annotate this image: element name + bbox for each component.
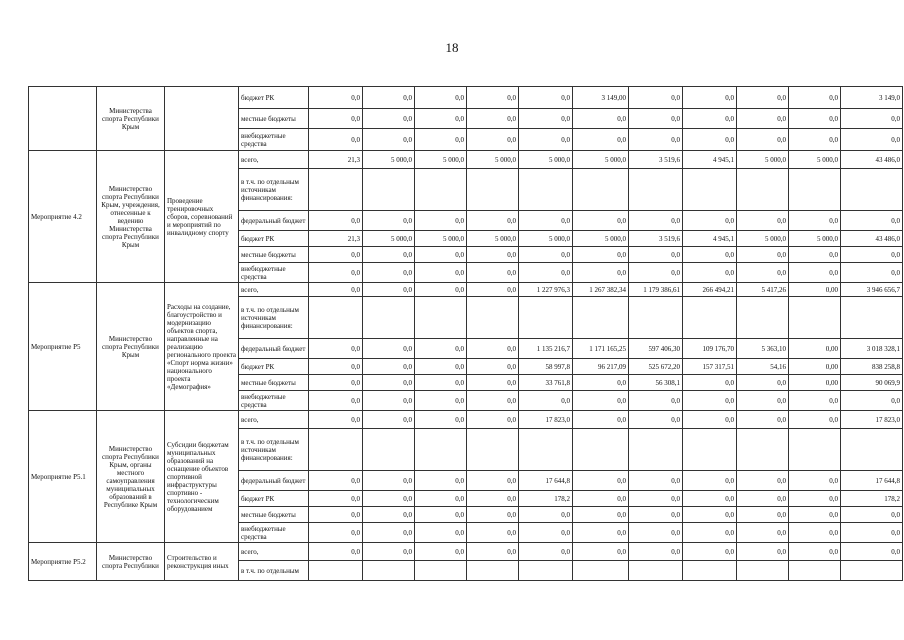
amount-cell: 0,0 (573, 507, 629, 523)
funding-source-cell: федеральный бюджет (239, 339, 309, 359)
amount-cell: 0,0 (683, 263, 737, 283)
amount-cell: 838 258,8 (841, 359, 903, 375)
funding-source-cell: в т.ч. по отдельным (239, 561, 309, 581)
amount-cell (415, 169, 467, 211)
amount-cell: 0,0 (415, 283, 467, 297)
page-number: 18 (445, 40, 459, 55)
funding-source-cell: в т.ч. по отдельным источникам финансирования: (239, 297, 309, 339)
funding-source-cell: всего, (239, 283, 309, 297)
amount-cell (467, 561, 519, 581)
amount-cell: 1 135 216,7 (519, 339, 573, 359)
amount-cell (415, 561, 467, 581)
amount-cell (629, 561, 683, 581)
amount-cell: 0,0 (309, 283, 363, 297)
executor-cell: Министерство спорта Республики Крым, органы местного самоуправления муниципальных образований в Республике Крым (97, 411, 165, 543)
goal-cell: Проведение тренировочных сборов, соревнований и мероприятий по инвалидному спорту (165, 151, 239, 283)
funding-source-cell: бюджет РК (239, 359, 309, 375)
amount-cell: 3 519,6 (629, 231, 683, 247)
amount-cell: 0,0 (467, 109, 519, 129)
amount-cell: 5 000,0 (789, 151, 841, 169)
amount-cell: 0,0 (737, 247, 789, 263)
amount-cell: 0,0 (629, 543, 683, 561)
amount-cell: 0,0 (309, 411, 363, 429)
amount-cell: 0,0 (629, 211, 683, 231)
activity-cell: Мероприятие Р5 (29, 283, 97, 411)
amount-cell: 0,0 (683, 471, 737, 491)
amount-cell (573, 429, 629, 471)
amount-cell: 17 823,0 (519, 411, 573, 429)
activity-cell: Мероприятие Р5.2 (29, 543, 97, 581)
amount-cell: 0,0 (629, 491, 683, 507)
amount-cell: 0,0 (573, 391, 629, 411)
amount-cell: 0,0 (629, 471, 683, 491)
amount-cell (683, 169, 737, 211)
amount-cell (415, 297, 467, 339)
amount-cell (363, 297, 415, 339)
amount-cell: 0,0 (789, 491, 841, 507)
funding-source-cell: всего, (239, 411, 309, 429)
amount-cell: 0,0 (415, 359, 467, 375)
amount-cell: 525 672,20 (629, 359, 683, 375)
amount-cell (841, 169, 903, 211)
amount-cell: 0,0 (363, 471, 415, 491)
amount-cell: 0,0 (309, 471, 363, 491)
amount-cell: 0,0 (789, 109, 841, 129)
amount-cell: 0,0 (841, 263, 903, 283)
funding-source-cell: федеральный бюджет (239, 471, 309, 491)
amount-cell: 0,0 (573, 263, 629, 283)
amount-cell: 0,0 (841, 391, 903, 411)
amount-cell: 0,0 (519, 109, 573, 129)
amount-cell: 0,0 (737, 543, 789, 561)
funding-source-cell: внебюджетные средства (239, 263, 309, 283)
funding-source-cell: всего, (239, 543, 309, 561)
amount-cell (309, 561, 363, 581)
amount-cell: 5 000,0 (573, 151, 629, 169)
funding-source-cell: федеральный бюджет (239, 211, 309, 231)
amount-cell: 0,0 (363, 283, 415, 297)
amount-cell (683, 561, 737, 581)
amount-cell (629, 169, 683, 211)
amount-cell: 0,0 (737, 471, 789, 491)
amount-cell: 0,0 (737, 391, 789, 411)
amount-cell: 5 000,0 (415, 231, 467, 247)
amount-cell: 17 644,8 (841, 471, 903, 491)
funding-source-cell: внебюджетные средства (239, 391, 309, 411)
amount-cell: 0,0 (309, 339, 363, 359)
goal-cell: Строительство и реконструкция иных (165, 543, 239, 581)
amount-cell: 0,0 (737, 263, 789, 283)
amount-cell (841, 429, 903, 471)
amount-cell: 0,0 (737, 129, 789, 151)
amount-cell: 5 000,0 (519, 231, 573, 247)
amount-cell: 4 945,1 (683, 151, 737, 169)
amount-cell: 5 000,0 (467, 151, 519, 169)
amount-cell: 5 000,0 (363, 231, 415, 247)
amount-cell: 0,0 (683, 543, 737, 561)
budget-table (28, 86, 903, 581)
amount-cell: 0,0 (519, 391, 573, 411)
amount-cell: 5 000,0 (363, 151, 415, 169)
funding-source-cell: бюджет РК (239, 87, 309, 109)
amount-cell: 21,3 (309, 231, 363, 247)
table-row (29, 87, 903, 109)
amount-cell: 17 644,8 (519, 471, 573, 491)
amount-cell: 0,0 (467, 471, 519, 491)
amount-cell: 1 179 386,61 (629, 283, 683, 297)
amount-cell: 0,0 (363, 543, 415, 561)
funding-source-cell: бюджет РК (239, 491, 309, 507)
amount-cell: 0,0 (309, 247, 363, 263)
amount-cell: 56 308,1 (629, 375, 683, 391)
activity-cell (29, 87, 97, 151)
amount-cell: 0,0 (841, 129, 903, 151)
amount-cell: 0,0 (415, 391, 467, 411)
amount-cell: 0,0 (415, 247, 467, 263)
amount-cell: 0,0 (467, 247, 519, 263)
amount-cell (789, 429, 841, 471)
table-row (29, 283, 903, 297)
amount-cell: 0,0 (467, 263, 519, 283)
amount-cell: 0,0 (415, 109, 467, 129)
amount-cell: 0,0 (415, 129, 467, 151)
amount-cell: 0,0 (363, 491, 415, 507)
amount-cell: 17 823,0 (841, 411, 903, 429)
amount-cell: 0,0 (363, 411, 415, 429)
amount-cell (629, 429, 683, 471)
amount-cell (519, 429, 573, 471)
amount-cell: 0,00 (789, 359, 841, 375)
executor-cell: Министерство спорта Республики Крым (97, 283, 165, 411)
amount-cell: 0,0 (789, 263, 841, 283)
amount-cell: 0,0 (519, 523, 573, 543)
amount-cell: 0,0 (415, 491, 467, 507)
amount-cell: 0,0 (519, 87, 573, 109)
amount-cell (309, 169, 363, 211)
amount-cell (629, 297, 683, 339)
amount-cell (789, 169, 841, 211)
amount-cell: 0,0 (363, 87, 415, 109)
amount-cell: 5 000,0 (737, 231, 789, 247)
amount-cell (737, 297, 789, 339)
amount-cell: 0,0 (683, 87, 737, 109)
amount-cell: 0,0 (789, 523, 841, 543)
goal-cell (165, 87, 239, 151)
amount-cell (573, 561, 629, 581)
amount-cell: 0,0 (309, 211, 363, 231)
funding-source-cell: местные бюджеты (239, 375, 309, 391)
amount-cell (363, 429, 415, 471)
amount-cell (363, 561, 415, 581)
goal-cell: Расходы на создание, благоустройство и модернизацию объектов спорта, направленные на реализацию регионального проекта «Спорт норма жизни» национального проекта «Демография» (165, 283, 239, 411)
amount-cell (363, 169, 415, 211)
funding-source-cell: всего, (239, 151, 309, 169)
amount-cell: 0,0 (519, 211, 573, 231)
amount-cell: 0,0 (309, 359, 363, 375)
amount-cell: 0,0 (629, 411, 683, 429)
amount-cell: 0,0 (573, 471, 629, 491)
amount-cell: 0,0 (789, 87, 841, 109)
amount-cell: 0,0 (309, 109, 363, 129)
amount-cell: 0,0 (363, 109, 415, 129)
amount-cell: 109 176,70 (683, 339, 737, 359)
amount-cell: 0,0 (789, 471, 841, 491)
amount-cell: 0,0 (841, 109, 903, 129)
amount-cell: 5 000,0 (467, 231, 519, 247)
amount-cell: 54,16 (737, 359, 789, 375)
amount-cell: 4 945,1 (683, 231, 737, 247)
amount-cell: 0,0 (683, 211, 737, 231)
amount-cell: 1 267 382,34 (573, 283, 629, 297)
executor-cell: Министерство спорта Республики (97, 543, 165, 581)
amount-cell: 0,0 (309, 507, 363, 523)
funding-source-cell: внебюджетные средства (239, 129, 309, 151)
amount-cell (683, 297, 737, 339)
amount-cell: 0,00 (789, 375, 841, 391)
amount-cell: 33 761,8 (519, 375, 573, 391)
amount-cell: 0,0 (415, 507, 467, 523)
amount-cell: 0,0 (629, 129, 683, 151)
amount-cell: 0,0 (629, 87, 683, 109)
amount-cell: 0,0 (683, 375, 737, 391)
amount-cell: 0,0 (573, 109, 629, 129)
amount-cell: 43 486,0 (841, 151, 903, 169)
amount-cell: 5 000,0 (519, 151, 573, 169)
amount-cell: 0,0 (841, 507, 903, 523)
amount-cell: 0,0 (363, 211, 415, 231)
amount-cell: 0,0 (789, 129, 841, 151)
amount-cell (519, 169, 573, 211)
amount-cell: 0,0 (363, 523, 415, 543)
amount-cell: 0,0 (519, 507, 573, 523)
amount-cell (573, 297, 629, 339)
amount-cell: 0,0 (629, 507, 683, 523)
amount-cell: 0,0 (573, 543, 629, 561)
table-row (29, 543, 903, 561)
amount-cell: 0,0 (683, 109, 737, 129)
funding-source-cell: в т.ч. по отдельным источникам финансирования: (239, 169, 309, 211)
amount-cell: 0,0 (789, 507, 841, 523)
amount-cell (789, 297, 841, 339)
amount-cell (573, 169, 629, 211)
amount-cell (683, 429, 737, 471)
amount-cell: 0,0 (467, 129, 519, 151)
amount-cell: 0,0 (519, 129, 573, 151)
amount-cell: 0,0 (683, 411, 737, 429)
amount-cell: 90 069,9 (841, 375, 903, 391)
amount-cell: 0,0 (573, 491, 629, 507)
amount-cell: 0,0 (683, 391, 737, 411)
amount-cell: 43 486,0 (841, 231, 903, 247)
amount-cell: 0,0 (415, 523, 467, 543)
amount-cell: 0,0 (519, 543, 573, 561)
amount-cell: 0,0 (573, 523, 629, 543)
amount-cell: 0,0 (573, 129, 629, 151)
amount-cell: 0,00 (789, 339, 841, 359)
activity-cell: Мероприятие 4.2 (29, 151, 97, 283)
amount-cell: 0,0 (789, 391, 841, 411)
amount-cell: 0,0 (363, 247, 415, 263)
amount-cell: 0,0 (737, 411, 789, 429)
amount-cell: 0,0 (467, 491, 519, 507)
amount-cell: 5 000,0 (415, 151, 467, 169)
activity-cell: Мероприятие Р5.1 (29, 411, 97, 543)
amount-cell: 3 149,0 (841, 87, 903, 109)
amount-cell (519, 561, 573, 581)
amount-cell (415, 429, 467, 471)
amount-cell: 0,0 (363, 391, 415, 411)
amount-cell: 0,0 (519, 247, 573, 263)
amount-cell: 0,0 (309, 491, 363, 507)
amount-cell: 5 000,0 (573, 231, 629, 247)
amount-cell: 0,0 (737, 507, 789, 523)
amount-cell: 5 000,0 (789, 231, 841, 247)
amount-cell: 0,0 (415, 263, 467, 283)
amount-cell: 0,0 (415, 211, 467, 231)
amount-cell: 0,0 (789, 247, 841, 263)
amount-cell (789, 561, 841, 581)
table-row (29, 151, 903, 169)
amount-cell: 0,0 (467, 543, 519, 561)
amount-cell: 0,0 (737, 87, 789, 109)
amount-cell: 0,0 (467, 375, 519, 391)
amount-cell: 0,0 (629, 391, 683, 411)
amount-cell: 0,0 (737, 211, 789, 231)
amount-cell: 58 997,8 (519, 359, 573, 375)
amount-cell: 0,0 (841, 523, 903, 543)
amount-cell: 157 317,51 (683, 359, 737, 375)
amount-cell (519, 297, 573, 339)
amount-cell: 0,0 (467, 523, 519, 543)
amount-cell (841, 561, 903, 581)
funding-source-cell: в т.ч. по отдельным источникам финансирования: (239, 429, 309, 471)
funding-source-cell: бюджет РК (239, 231, 309, 247)
amount-cell: 0,0 (309, 129, 363, 151)
amount-cell: 597 406,30 (629, 339, 683, 359)
amount-cell: 0,0 (683, 247, 737, 263)
amount-cell: 0,0 (789, 543, 841, 561)
amount-cell: 0,0 (629, 523, 683, 543)
amount-cell (309, 429, 363, 471)
amount-cell: 96 217,09 (573, 359, 629, 375)
funding-source-cell: местные бюджеты (239, 507, 309, 523)
amount-cell: 0,0 (683, 507, 737, 523)
amount-cell: 0,0 (519, 263, 573, 283)
amount-cell: 0,0 (467, 211, 519, 231)
amount-cell: 0,0 (789, 411, 841, 429)
amount-cell: 0,0 (363, 129, 415, 151)
amount-cell: 0,0 (309, 523, 363, 543)
amount-cell: 0,0 (467, 359, 519, 375)
amount-cell: 0,0 (737, 109, 789, 129)
amount-cell: 0,0 (415, 375, 467, 391)
amount-cell: 0,0 (415, 339, 467, 359)
amount-cell: 0,0 (683, 129, 737, 151)
amount-cell: 0,0 (415, 543, 467, 561)
amount-cell: 0,0 (363, 263, 415, 283)
amount-cell: 1 227 976,3 (519, 283, 573, 297)
amount-cell: 0,0 (467, 283, 519, 297)
amount-cell: 0,0 (629, 109, 683, 129)
funding-source-cell: местные бюджеты (239, 247, 309, 263)
amount-cell (467, 429, 519, 471)
amount-cell: 1 171 165,25 (573, 339, 629, 359)
amount-cell: 5 363,10 (737, 339, 789, 359)
amount-cell: 0,0 (629, 247, 683, 263)
amount-cell: 0,0 (363, 375, 415, 391)
amount-cell: 3 018 328,1 (841, 339, 903, 359)
funding-source-cell: местные бюджеты (239, 109, 309, 129)
amount-cell: 0,0 (363, 507, 415, 523)
amount-cell: 0,0 (841, 247, 903, 263)
amount-cell: 0,0 (309, 87, 363, 109)
amount-cell: 0,0 (573, 211, 629, 231)
amount-cell: 3 149,00 (573, 87, 629, 109)
amount-cell: 0,0 (309, 375, 363, 391)
amount-cell (737, 429, 789, 471)
amount-cell: 0,0 (737, 523, 789, 543)
amount-cell: 3 519,6 (629, 151, 683, 169)
amount-cell: 0,0 (683, 491, 737, 507)
amount-cell: 0,0 (309, 391, 363, 411)
amount-cell: 5 000,0 (737, 151, 789, 169)
executor-cell: Министерства спорта Республики Крым (97, 87, 165, 151)
amount-cell: 0,0 (467, 507, 519, 523)
amount-cell: 0,0 (789, 211, 841, 231)
amount-cell: 178,2 (519, 491, 573, 507)
amount-cell (737, 169, 789, 211)
amount-cell: 266 494,21 (683, 283, 737, 297)
amount-cell: 0,0 (737, 375, 789, 391)
amount-cell: 0,0 (467, 391, 519, 411)
amount-cell: 0,0 (841, 211, 903, 231)
executor-cell: Министерство спорта Республики Крым, учреждения, отнесенные к ведению Министерства спорта Республики Крым (97, 151, 165, 283)
amount-cell: 21,3 (309, 151, 363, 169)
amount-cell: 0,0 (683, 523, 737, 543)
amount-cell: 0,00 (789, 283, 841, 297)
amount-cell (467, 169, 519, 211)
amount-cell: 3 946 656,7 (841, 283, 903, 297)
amount-cell (737, 561, 789, 581)
amount-cell: 0,0 (467, 87, 519, 109)
amount-cell (467, 297, 519, 339)
amount-cell: 5 417,26 (737, 283, 789, 297)
amount-cell: 0,0 (415, 471, 467, 491)
goal-cell: Субсидии бюджетам муниципальных образований на оснащение объектов спортивной инфраструктуры спортивно - технологическим оборудованием (165, 411, 239, 543)
table-row (29, 411, 903, 429)
amount-cell: 0,0 (629, 263, 683, 283)
amount-cell (309, 297, 363, 339)
amount-cell: 0,0 (415, 411, 467, 429)
amount-cell: 0,0 (573, 375, 629, 391)
amount-cell: 0,0 (841, 543, 903, 561)
amount-cell: 0,0 (467, 411, 519, 429)
funding-source-cell: внебюджетные средства (239, 523, 309, 543)
amount-cell: 0,0 (309, 263, 363, 283)
amount-cell (841, 297, 903, 339)
amount-cell: 0,0 (467, 339, 519, 359)
amount-cell: 0,0 (573, 247, 629, 263)
amount-cell: 0,0 (737, 491, 789, 507)
amount-cell: 0,0 (363, 339, 415, 359)
amount-cell: 0,0 (573, 411, 629, 429)
amount-cell: 178,2 (841, 491, 903, 507)
amount-cell: 0,0 (415, 87, 467, 109)
amount-cell: 0,0 (309, 543, 363, 561)
amount-cell: 0,0 (363, 359, 415, 375)
